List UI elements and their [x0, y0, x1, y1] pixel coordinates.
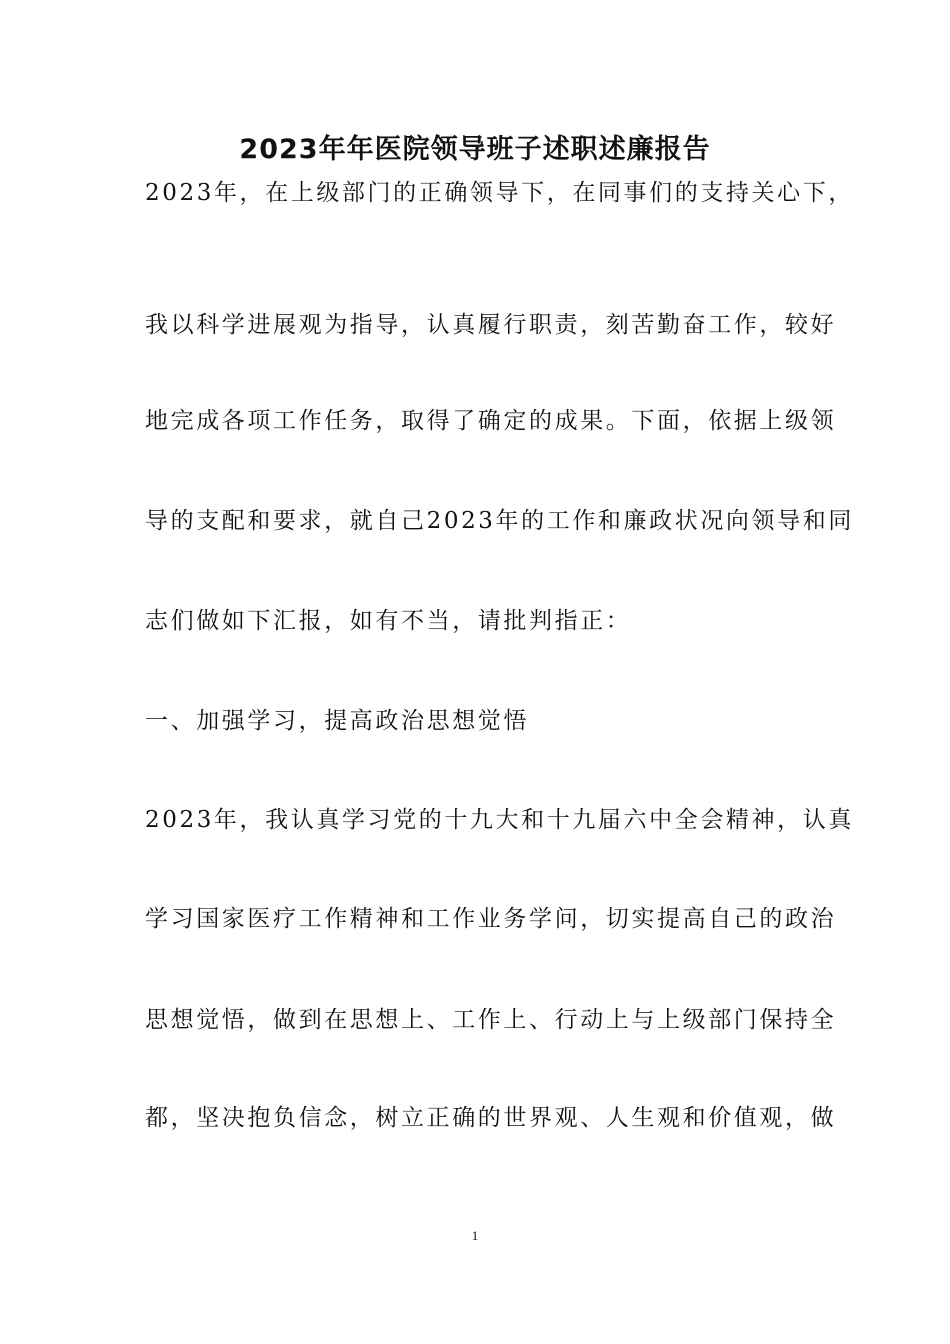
paragraph-line: 学习国家医疗工作精神和工作业务学问，切实提高自己的政治	[145, 906, 837, 932]
paragraph-line: 思想觉悟，做到在思想上、工作上、行动上与上级部门保持全	[145, 1007, 837, 1033]
page-number: 1	[471, 1228, 479, 1243]
paragraph-line: 都，坚决抱负信念，树立正确的世界观、人生观和价值观，做	[145, 1105, 837, 1131]
paragraph-line: 2023年，我认真学习党的十九大和十九届六中全会精神，认真	[145, 807, 854, 833]
section-heading: 一、加强学习，提高政治思想觉悟	[145, 708, 529, 734]
paragraph-line: 我以科学进展观为指导，认真履行职责，刻苦勤奋工作，较好	[145, 312, 837, 338]
paragraph-line: 地完成各项工作任务，取得了确定的成果。下面，依据上级领	[145, 408, 837, 434]
paragraph-line: 导的支配和要求，就自己2023年的工作和廉政状况向领导和同	[145, 508, 854, 534]
paragraph-line: 志们做如下汇报，如有不当，请批判指正：	[145, 608, 632, 634]
document-title: 2023年年医院领导班子述职述廉报告	[239, 134, 711, 165]
paragraph-line: 2023年，在上级部门的正确领导下，在同事们的支持关心下，	[145, 180, 854, 206]
